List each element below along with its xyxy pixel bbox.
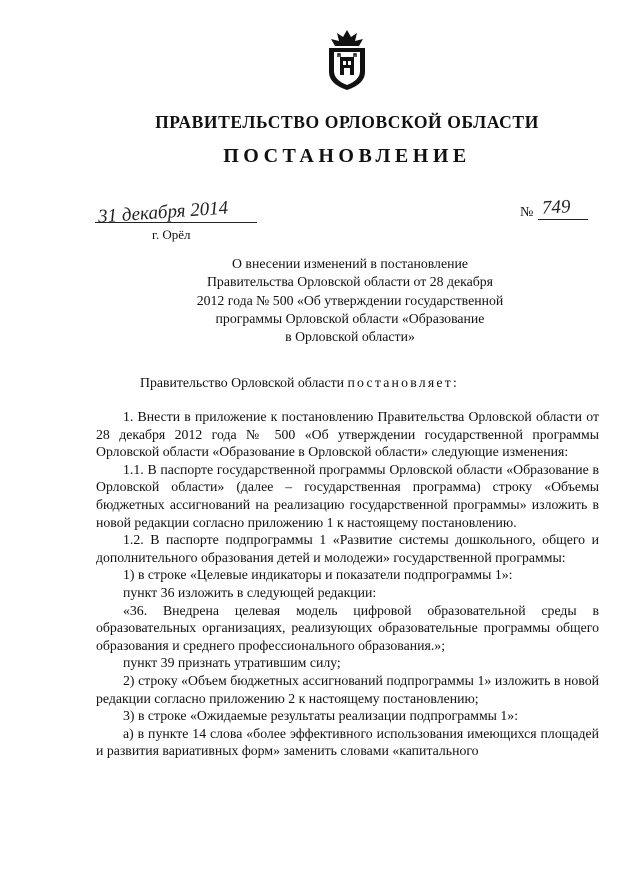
city: г. Орёл: [152, 227, 191, 242]
number-label: №: [520, 205, 534, 220]
paragraph: «36. Внедрена целевая модель цифровой образовательной среды в образовательных организациях, реализующих образовательные программы общего образования и среднего профессионального образования.»;: [96, 602, 599, 653]
subject-line: 2012 года № 500 «Об утверждении государственной: [196, 292, 504, 308]
paragraph: 1.2. В паспорте подпрограммы 1 «Развитие системы дошкольного, общего и дополнительного образования детей и молодежи» государственной программы:: [96, 532, 599, 565]
document-body: [96, 408, 599, 760]
number-underline: [538, 219, 588, 220]
subject-line: Правительства Орловской области от 28 декабря: [206, 274, 494, 290]
paragraph: 2) строку «Объем бюджетных ассигнований подпрограммы 1» изложить в новой редакции согласно приложению 2 к настоящему постановлению;: [96, 672, 599, 706]
paragraph: пункт 36 изложить в следующей редакции:: [123, 584, 377, 600]
paragraph: 1.1. В паспорте государственной программы Орловской области «Образование в Орловской области» (далее – государственная программа) строку «Объемы бюджетных ассигнований на реализацию государственной программы» изложить в новой редакции согласно приложению 1 к настоящему постановлению.: [96, 461, 599, 530]
paragraph: 1) в строке «Целевые индикаторы и показатели подпрограммы 1»:: [123, 567, 513, 583]
coat-of-arms-emblem: [322, 28, 372, 92]
document-type: ПОСТАНОВЛЕНИЕ: [223, 145, 471, 167]
number-handwritten: 749: [541, 196, 572, 219]
paragraph: 1. Внести в приложение к постановлению Правительства Орловской области от 28 декабря 2012 года № 500 «Об утверждении государственной программы Орловской области «Образование в Орловской области» следующие изменения:: [96, 409, 599, 460]
document-subject: [0, 255, 640, 346]
subject-line: О внесении изменений в постановление: [232, 256, 468, 271]
government-title: ПРАВИТЕЛЬСТВО ОРЛОВСКОЙ ОБЛАСТИ: [155, 112, 539, 132]
paragraph: а) в пункте 14 слова «более эффективного использования имеющихся площадей и развития вариативных форм» заменить словами «капитального: [96, 725, 599, 759]
paragraph: пункт 39 признать утратившим силу;: [123, 655, 341, 671]
date-underline: [95, 222, 257, 223]
preamble-lead: Правительство Орловской области: [140, 375, 345, 390]
preamble-verb: постановляет:: [347, 375, 459, 390]
paragraph: 3) в строке «Ожидаемые результаты реализации подпрограммы 1»:: [123, 708, 519, 724]
preamble: [140, 375, 459, 391]
subject-line: в Орловской области»: [285, 329, 415, 345]
subject-line: программы Орловской области «Образование: [215, 310, 485, 326]
date-handwritten: 31 декабря 2014: [97, 197, 229, 228]
